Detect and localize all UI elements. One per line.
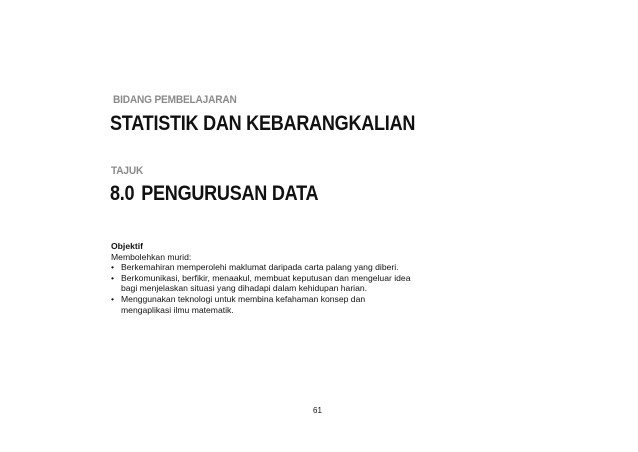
learning-area-label: BIDANG PEMBELAJARAN [113,94,237,106]
objective-text-line: Berkomunikasi, berfikir, menaakul, membuat keputusan dan mengeluar idea [121,272,411,283]
objectives-heading: Objektif [111,241,143,251]
objectives-intro: Membolehkan murid: [111,251,192,262]
learning-area-title: STATISTIK DAN KEBARANGKALIAN [110,112,416,135]
bullet-icon: • [111,272,115,283]
objective-item [111,294,441,315]
page-number: 61 [313,406,322,415]
topic-number: 8.0 [110,182,135,205]
objective-text-line: bagi menjelaskan situasi yang dihadapi dalam kehidupan harian. [121,283,368,294]
bullet-icon: • [111,262,115,273]
topic-label: TAJUK [111,165,144,177]
objective-text-line: Berkemahiran memperolehi maklumat daripada carta palang yang diberi. [121,262,399,273]
objective-text-line: mengaplikasi ilmu matematik. [121,304,234,315]
topic-title [110,182,318,206]
objectives-section [111,241,441,315]
objectives-list [111,262,441,315]
topic-name: PENGURUSAN DATA [141,182,319,205]
objective-item [111,273,441,294]
objective-item [111,262,441,273]
objective-text-line: Menggunakan teknologi untuk membina kefahaman konsep dan [121,293,366,304]
bullet-icon: • [111,293,115,304]
